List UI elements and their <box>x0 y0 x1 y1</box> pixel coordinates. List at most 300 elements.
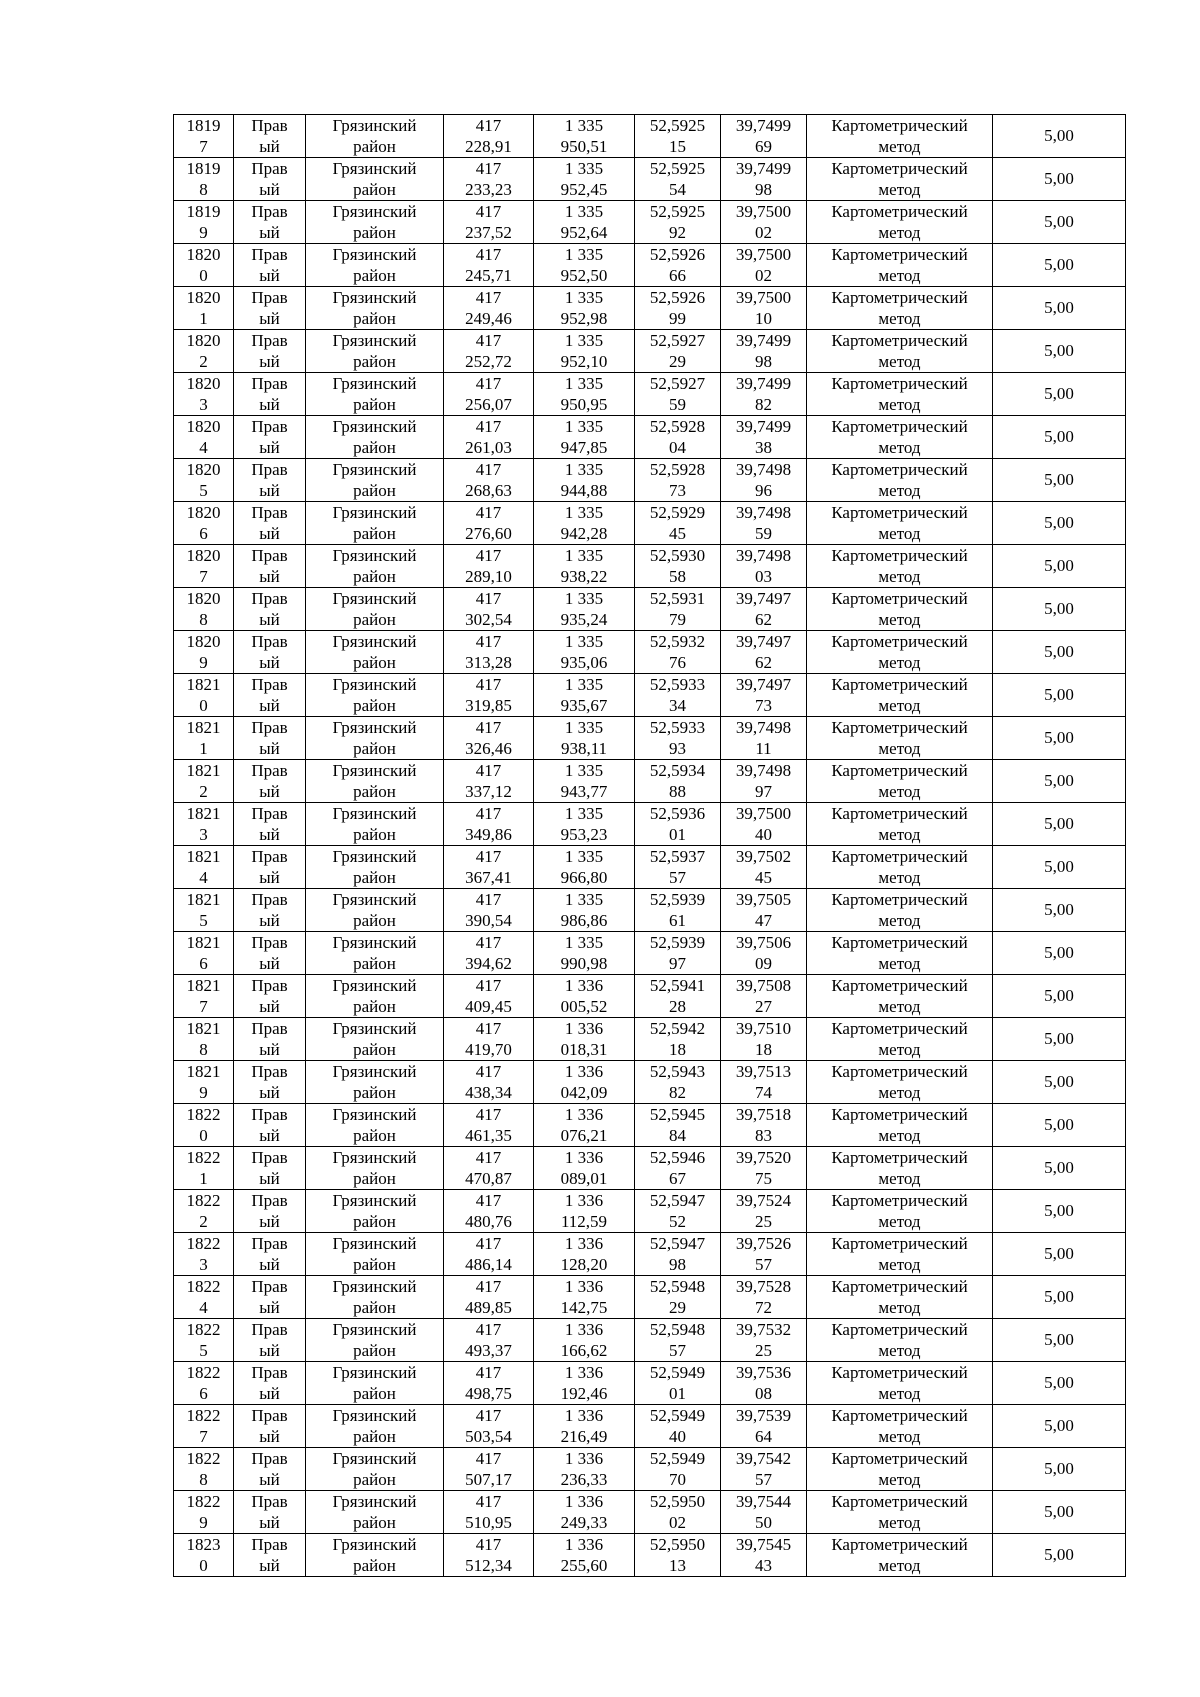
coord-x-cell-line-1: 417 <box>475 1148 502 1167</box>
longitude-cell-line-1: 39,7505 <box>735 890 792 909</box>
point-number-cell <box>174 1190 234 1233</box>
latitude-cell <box>635 588 721 631</box>
coord-x-cell-line-2: 507,17 <box>465 1470 512 1489</box>
district-cell-line-2: район <box>353 610 396 629</box>
bank-side-cell <box>234 1448 306 1491</box>
coord-x-cell-line-2: 302,54 <box>465 610 512 629</box>
district-cell <box>306 932 444 975</box>
table-row <box>174 1147 1126 1190</box>
coord-y-cell-line-2: 112,59 <box>560 1212 608 1231</box>
point-number-cell-line-1: 1821 <box>186 976 221 995</box>
longitude-cell-line-2: 83 <box>755 1126 772 1145</box>
longitude-cell-line-2: 64 <box>755 1427 772 1446</box>
point-number-cell <box>174 502 234 545</box>
table-row <box>174 674 1126 717</box>
latitude-cell-line-2: 88 <box>669 782 686 801</box>
coord-y-cell-line-2: 142,75 <box>560 1298 608 1317</box>
point-number-cell-line-1: 1822 <box>186 1191 221 1210</box>
district-cell-line-2: район <box>353 352 396 371</box>
method-cell-line-2: метод <box>878 1470 921 1489</box>
coord-y-cell-line-2: 966,80 <box>560 868 608 887</box>
method-cell <box>807 717 993 760</box>
latitude-cell <box>635 545 721 588</box>
latitude-cell <box>635 932 721 975</box>
coord-y-cell-line-1: 1 336 <box>564 1105 604 1124</box>
point-number-cell-line-1: 1820 <box>186 632 221 651</box>
district-cell-line-2: район <box>353 954 396 973</box>
method-cell <box>807 975 993 1018</box>
table-row <box>174 1104 1126 1147</box>
bank-side-cell-line-1: Прав <box>251 1492 288 1511</box>
latitude-cell-line-1: 52,5941 <box>649 976 706 995</box>
bank-side-cell-line-1: Прав <box>251 331 288 350</box>
point-number-cell-line-1: 1822 <box>186 1277 221 1296</box>
point-number-cell-line-2: 0 <box>199 266 208 285</box>
longitude-cell-line-1: 39,7500 <box>735 202 792 221</box>
longitude-cell-line-1: 39,7506 <box>735 933 792 952</box>
bank-side-cell-line-2: ый <box>259 739 280 758</box>
latitude-cell <box>635 158 721 201</box>
point-number-cell-line-1: 1821 <box>186 675 221 694</box>
point-number-cell <box>174 1276 234 1319</box>
longitude-cell <box>721 1233 807 1276</box>
longitude-cell <box>721 674 807 717</box>
coord-x-cell-line-1: 417 <box>475 804 502 823</box>
district-cell-line-1: Грязинский <box>332 976 417 995</box>
longitude-cell-line-1: 39,7518 <box>735 1105 792 1124</box>
point-number-cell-line-1: 1822 <box>186 1363 221 1382</box>
point-number-cell-line-2: 3 <box>199 825 208 844</box>
method-cell-line-2: метод <box>878 1083 921 1102</box>
point-number-cell-line-1: 1821 <box>186 1019 221 1038</box>
latitude-cell-line-1: 52,5939 <box>649 933 706 952</box>
table-row <box>174 803 1126 846</box>
point-number-cell-line-1: 1822 <box>186 1320 221 1339</box>
coord-x-cell-line-2: 228,91 <box>465 137 512 156</box>
latitude-cell-line-2: 40 <box>669 1427 686 1446</box>
method-cell <box>807 373 993 416</box>
bank-side-cell-line-1: Прав <box>251 1062 288 1081</box>
district-cell <box>306 1491 444 1534</box>
latitude-cell-line-2: 57 <box>669 868 686 887</box>
method-cell <box>807 115 993 158</box>
coord-y-cell <box>534 373 635 416</box>
coord-x-cell-line-2: 252,72 <box>465 352 512 371</box>
point-number-cell <box>174 932 234 975</box>
bank-side-cell-line-2: ый <box>259 137 280 156</box>
longitude-cell-line-2: 10 <box>755 309 772 328</box>
latitude-cell-line-1: 52,5926 <box>649 245 706 264</box>
district-cell-line-1: Грязинский <box>332 1363 417 1382</box>
district-cell <box>306 760 444 803</box>
bank-side-cell-line-1: Прав <box>251 1105 288 1124</box>
coord-y-cell-line-2: 938,22 <box>560 567 608 586</box>
point-number-cell-line-1: 1821 <box>186 1062 221 1081</box>
longitude-cell <box>721 459 807 502</box>
latitude-cell <box>635 1448 721 1491</box>
bank-side-cell-line-2: ый <box>259 782 280 801</box>
point-number-cell-line-1: 1820 <box>186 331 221 350</box>
coord-x-cell-line-2: 390,54 <box>465 911 512 930</box>
bank-side-cell-line-1: Прав <box>251 245 288 264</box>
method-cell <box>807 287 993 330</box>
latitude-cell <box>635 760 721 803</box>
accuracy-cell: 5,00 <box>993 889 1126 932</box>
coord-y-cell-line-2: 952,98 <box>560 309 608 328</box>
coord-x-cell <box>444 1233 534 1276</box>
coord-x-cell-line-1: 417 <box>475 417 502 436</box>
bank-side-cell <box>234 1534 306 1577</box>
longitude-cell-line-1: 39,7500 <box>735 245 792 264</box>
coord-x-cell <box>444 1104 534 1147</box>
district-cell-line-2: район <box>353 1513 396 1532</box>
bank-side-cell-line-1: Прав <box>251 288 288 307</box>
latitude-cell-line-2: 84 <box>669 1126 686 1145</box>
latitude-cell-line-1: 52,5945 <box>649 1105 706 1124</box>
district-cell-line-1: Грязинский <box>332 890 417 909</box>
coord-y-cell <box>534 803 635 846</box>
district-cell-line-1: Грязинский <box>332 546 417 565</box>
method-cell <box>807 545 993 588</box>
point-number-cell <box>174 1104 234 1147</box>
coord-x-cell <box>444 502 534 545</box>
method-cell <box>807 1362 993 1405</box>
coord-x-cell-line-2: 438,34 <box>465 1083 512 1102</box>
method-cell-line-2: метод <box>878 395 921 414</box>
longitude-cell-line-2: 11 <box>755 739 772 758</box>
table-row <box>174 1491 1126 1534</box>
latitude-cell <box>635 846 721 889</box>
latitude-cell <box>635 1190 721 1233</box>
coord-y-cell <box>534 244 635 287</box>
bank-side-cell-line-1: Прав <box>251 460 288 479</box>
coord-x-cell-line-2: 470,87 <box>465 1169 512 1188</box>
method-cell-line-1: Картометрический <box>831 1191 968 1210</box>
district-cell <box>306 416 444 459</box>
method-cell-line-2: метод <box>878 1384 921 1403</box>
district-cell-line-1: Грязинский <box>332 1062 417 1081</box>
method-cell <box>807 588 993 631</box>
bank-side-cell-line-1: Прав <box>251 374 288 393</box>
point-number-cell-line-2: 2 <box>199 782 208 801</box>
coord-x-cell <box>444 459 534 502</box>
longitude-cell-line-2: 02 <box>755 266 772 285</box>
coord-y-cell <box>534 330 635 373</box>
point-number-cell-line-2: 7 <box>199 567 208 586</box>
district-cell-line-2: район <box>353 911 396 930</box>
longitude-cell-line-2: 02 <box>755 223 772 242</box>
bank-side-cell-line-1: Прав <box>251 503 288 522</box>
table-row <box>174 975 1126 1018</box>
coord-y-cell <box>534 717 635 760</box>
longitude-cell-line-2: 62 <box>755 610 772 629</box>
longitude-cell <box>721 1104 807 1147</box>
bank-side-cell-line-2: ый <box>259 1513 280 1532</box>
method-cell-line-1: Картометрический <box>831 503 968 522</box>
latitude-cell <box>635 373 721 416</box>
latitude-cell-line-1: 52,5926 <box>649 288 706 307</box>
coord-x-cell-line-1: 417 <box>475 675 502 694</box>
longitude-cell-line-2: 25 <box>755 1212 772 1231</box>
table-row <box>174 545 1126 588</box>
coord-y-cell-line-1: 1 336 <box>564 1535 604 1554</box>
method-cell-line-2: метод <box>878 1556 921 1575</box>
point-number-cell <box>174 1491 234 1534</box>
point-number-cell <box>174 1319 234 1362</box>
district-cell <box>306 244 444 287</box>
table-row <box>174 1190 1126 1233</box>
latitude-cell-line-1: 52,5948 <box>649 1320 706 1339</box>
bank-side-cell-line-1: Прав <box>251 589 288 608</box>
coord-x-cell <box>444 1276 534 1319</box>
point-number-cell <box>174 846 234 889</box>
accuracy-cell: 5,00 <box>993 803 1126 846</box>
latitude-cell <box>635 1405 721 1448</box>
method-cell <box>807 416 993 459</box>
bank-side-cell <box>234 674 306 717</box>
district-cell-line-2: район <box>353 739 396 758</box>
latitude-cell-line-2: 57 <box>669 1341 686 1360</box>
coord-x-cell <box>444 760 534 803</box>
coord-y-cell <box>534 674 635 717</box>
longitude-cell <box>721 201 807 244</box>
point-number-cell-line-1: 1819 <box>186 116 221 135</box>
method-cell-line-1: Картометрический <box>831 1277 968 1296</box>
coord-y-cell-line-1: 1 335 <box>564 589 604 608</box>
coord-x-cell-line-2: 498,75 <box>465 1384 512 1403</box>
district-cell-line-1: Грязинский <box>332 1320 417 1339</box>
bank-side-cell <box>234 717 306 760</box>
bank-side-cell-line-2: ый <box>259 1384 280 1403</box>
point-number-cell-line-2: 9 <box>199 653 208 672</box>
point-number-cell <box>174 1233 234 1276</box>
point-number-cell-line-1: 1822 <box>186 1234 221 1253</box>
method-cell-line-1: Картометрический <box>831 933 968 952</box>
method-cell-line-1: Картометрический <box>831 1148 968 1167</box>
coord-y-cell-line-2: 192,46 <box>560 1384 608 1403</box>
accuracy-cell: 5,00 <box>993 1190 1126 1233</box>
district-cell <box>306 889 444 932</box>
longitude-cell-line-1: 39,7498 <box>735 460 792 479</box>
longitude-cell-line-2: 74 <box>755 1083 772 1102</box>
latitude-cell-line-1: 52,5928 <box>649 460 706 479</box>
coord-x-cell <box>444 1362 534 1405</box>
bank-side-cell-line-2: ый <box>259 524 280 543</box>
coord-y-cell <box>534 1405 635 1448</box>
point-number-cell-line-2: 6 <box>199 524 208 543</box>
table-row <box>174 502 1126 545</box>
latitude-cell-line-2: 99 <box>669 309 686 328</box>
coord-y-cell <box>534 588 635 631</box>
accuracy-cell: 5,00 <box>993 1319 1126 1362</box>
district-cell-line-2: район <box>353 1255 396 1274</box>
coord-y-cell-line-1: 1 335 <box>564 116 604 135</box>
point-number-cell <box>174 1362 234 1405</box>
coord-x-cell-line-2: 486,14 <box>465 1255 512 1274</box>
coord-y-cell <box>534 1018 635 1061</box>
coord-x-cell <box>444 1018 534 1061</box>
coord-x-cell-line-2: 510,95 <box>465 1513 512 1532</box>
latitude-cell-line-2: 04 <box>669 438 686 457</box>
latitude-cell-line-1: 52,5949 <box>649 1406 706 1425</box>
coord-x-cell-line-1: 417 <box>475 116 502 135</box>
longitude-cell-line-2: 72 <box>755 1298 772 1317</box>
latitude-cell-line-1: 52,5927 <box>649 331 706 350</box>
table-row <box>174 846 1126 889</box>
coord-x-cell-line-1: 417 <box>475 976 502 995</box>
coord-y-cell-line-1: 1 335 <box>564 374 604 393</box>
coord-y-cell-line-1: 1 336 <box>564 976 604 995</box>
longitude-cell <box>721 1405 807 1448</box>
table-row <box>174 1319 1126 1362</box>
latitude-cell-line-2: 45 <box>669 524 686 543</box>
coord-x-cell-line-1: 417 <box>475 632 502 651</box>
latitude-cell-line-2: 52 <box>669 1212 686 1231</box>
method-cell-line-2: метод <box>878 266 921 285</box>
coord-x-cell-line-2: 419,70 <box>465 1040 512 1059</box>
latitude-cell-line-2: 54 <box>669 180 686 199</box>
longitude-cell <box>721 545 807 588</box>
district-cell-line-1: Грязинский <box>332 933 417 952</box>
latitude-cell-line-1: 52,5947 <box>649 1234 706 1253</box>
point-number-cell-line-2: 0 <box>199 1126 208 1145</box>
coord-y-cell <box>534 502 635 545</box>
coord-x-cell-line-2: 261,03 <box>465 438 512 457</box>
table-row <box>174 717 1126 760</box>
point-number-cell <box>174 1147 234 1190</box>
coord-y-cell-line-2: 943,77 <box>560 782 608 801</box>
district-cell-line-1: Грязинский <box>332 331 417 350</box>
longitude-cell <box>721 803 807 846</box>
table-row <box>174 1233 1126 1276</box>
district-cell <box>306 1018 444 1061</box>
longitude-cell-line-1: 39,7510 <box>735 1019 792 1038</box>
district-cell-line-2: район <box>353 696 396 715</box>
method-cell <box>807 1534 993 1577</box>
latitude-cell-line-1: 52,5933 <box>649 718 706 737</box>
point-number-cell-line-2: 5 <box>199 911 208 930</box>
latitude-cell <box>635 975 721 1018</box>
coord-y-cell-line-2: 018,31 <box>560 1040 608 1059</box>
method-cell <box>807 674 993 717</box>
district-cell <box>306 1319 444 1362</box>
longitude-cell-line-2: 97 <box>755 782 772 801</box>
longitude-cell-line-2: 62 <box>755 653 772 672</box>
district-cell-line-1: Грязинский <box>332 804 417 823</box>
bank-side-cell-line-2: ый <box>259 1126 280 1145</box>
table-row <box>174 373 1126 416</box>
bank-side-cell <box>234 545 306 588</box>
method-cell <box>807 1319 993 1362</box>
coord-y-cell-line-1: 1 335 <box>564 761 604 780</box>
coord-x-cell <box>444 1405 534 1448</box>
coord-y-cell-line-2: 255,60 <box>560 1556 608 1575</box>
coord-y-cell-line-1: 1 336 <box>564 1449 604 1468</box>
coord-x-cell-line-1: 417 <box>475 460 502 479</box>
coord-x-cell <box>444 330 534 373</box>
method-cell-line-1: Картометрический <box>831 1449 968 1468</box>
method-cell-line-1: Картометрический <box>831 1492 968 1511</box>
point-number-cell <box>174 373 234 416</box>
coord-x-cell-line-2: 237,52 <box>465 223 512 242</box>
coord-y-cell-line-1: 1 336 <box>564 1019 604 1038</box>
coord-x-cell-line-1: 417 <box>475 503 502 522</box>
coord-y-cell-line-1: 1 335 <box>564 503 604 522</box>
latitude-cell-line-1: 52,5939 <box>649 890 706 909</box>
point-number-cell-line-1: 1820 <box>186 546 221 565</box>
bank-side-cell-line-2: ый <box>259 868 280 887</box>
point-number-cell <box>174 545 234 588</box>
coord-y-cell-line-1: 1 335 <box>564 546 604 565</box>
coord-y-cell-line-1: 1 335 <box>564 675 604 694</box>
coord-x-cell <box>444 1491 534 1534</box>
coord-x-cell-line-2: 512,34 <box>465 1556 512 1575</box>
point-number-cell-line-2: 2 <box>199 352 208 371</box>
bank-side-cell-line-2: ый <box>259 1040 280 1059</box>
method-cell-line-2: метод <box>878 1427 921 1446</box>
table-row <box>174 1018 1126 1061</box>
latitude-cell <box>635 631 721 674</box>
district-cell-line-1: Грязинский <box>332 1449 417 1468</box>
coord-y-cell-line-2: 952,45 <box>560 180 608 199</box>
district-cell-line-1: Грязинский <box>332 847 417 866</box>
longitude-cell <box>721 1448 807 1491</box>
district-cell-line-1: Грязинский <box>332 202 417 221</box>
point-number-cell-line-2: 8 <box>199 1040 208 1059</box>
point-number-cell-line-1: 1822 <box>186 1406 221 1425</box>
longitude-cell-line-1: 39,7513 <box>735 1062 792 1081</box>
coord-y-cell-line-1: 1 336 <box>564 1062 604 1081</box>
bank-side-cell-line-1: Прав <box>251 804 288 823</box>
method-cell <box>807 846 993 889</box>
table-row <box>174 330 1126 373</box>
longitude-cell-line-2: 57 <box>755 1470 772 1489</box>
coord-x-cell-line-1: 417 <box>475 933 502 952</box>
coord-y-cell <box>534 1061 635 1104</box>
coord-x-cell-line-2: 245,71 <box>465 266 512 285</box>
coord-y-cell-line-1: 1 335 <box>564 417 604 436</box>
coord-y-cell <box>534 631 635 674</box>
district-cell-line-2: район <box>353 782 396 801</box>
coord-y-cell-line-1: 1 335 <box>564 718 604 737</box>
district-cell-line-2: район <box>353 1126 396 1145</box>
coord-y-cell-line-1: 1 336 <box>564 1492 604 1511</box>
method-cell-line-2: метод <box>878 1255 921 1274</box>
table-row <box>174 416 1126 459</box>
district-cell-line-1: Грязинский <box>332 1105 417 1124</box>
coord-y-cell <box>534 1534 635 1577</box>
method-cell-line-1: Картометрический <box>831 245 968 264</box>
longitude-cell-line-2: 08 <box>755 1384 772 1403</box>
table-row <box>174 760 1126 803</box>
district-cell <box>306 846 444 889</box>
bank-side-cell-line-2: ый <box>259 481 280 500</box>
method-cell-line-1: Картометрический <box>831 331 968 350</box>
longitude-cell <box>721 975 807 1018</box>
coord-y-cell-line-1: 1 336 <box>564 1234 604 1253</box>
method-cell-line-2: метод <box>878 739 921 758</box>
bank-side-cell-line-1: Прав <box>251 632 288 651</box>
coord-y-cell-line-1: 1 336 <box>564 1406 604 1425</box>
latitude-cell-line-2: 13 <box>669 1556 686 1575</box>
point-number-cell-line-2: 6 <box>199 1384 208 1403</box>
method-cell-line-2: метод <box>878 309 921 328</box>
point-number-cell <box>174 1405 234 1448</box>
district-cell-line-1: Грязинский <box>332 460 417 479</box>
longitude-cell-line-1: 39,7499 <box>735 374 792 393</box>
coord-y-cell <box>534 1104 635 1147</box>
point-number-cell-line-1: 1821 <box>186 933 221 952</box>
